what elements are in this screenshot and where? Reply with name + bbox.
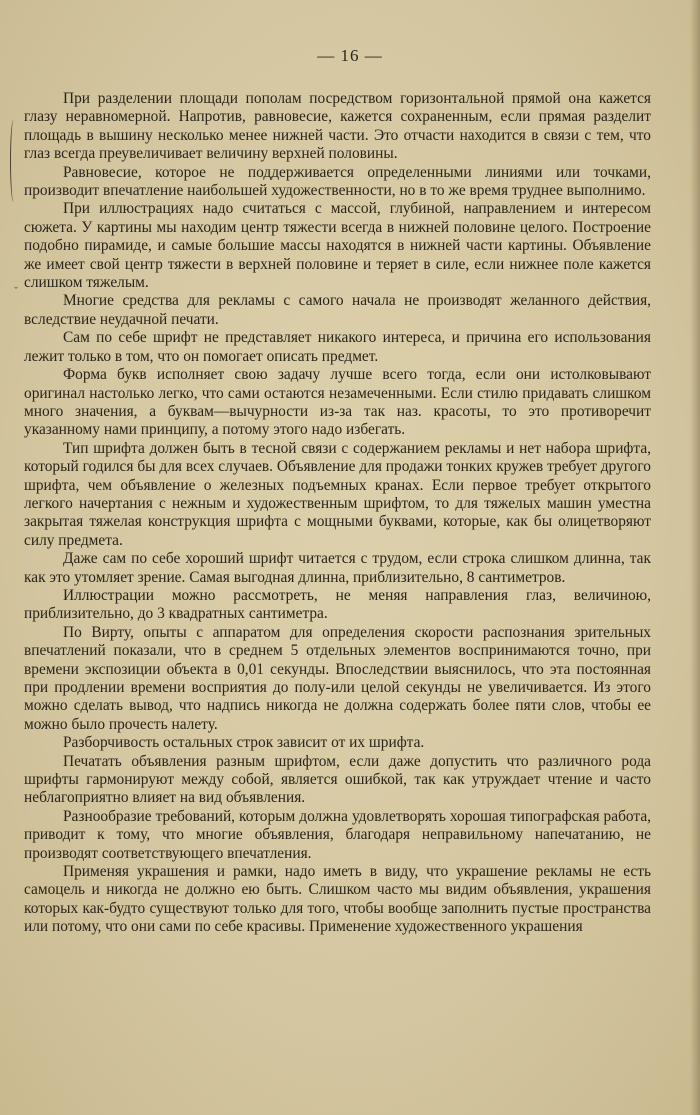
paragraph: При иллюстрациях надо считаться с массой, глубиной, направлением и интересом сюжета. У картины мы находим центр тяжести всегда в нижней половине целого. Построение подобно пирамиде, и самые большие массы находятся в нижней части картины. Объявление же имеет свой центр тяжести в верхней половине и теряет в силе, если нижнее поле кажется слишком тяжелым. [24,200,651,292]
paragraph: Даже сам по себе хороший шрифт читается с трудом, если строка слишком длинна, так как это утомляет зрение. Самая выгодная длинна, приблизительно, 8 сантиметров. [24,550,651,586]
paragraph: Сам по себе шрифт не представляет никакого интереса, и причина его использования лежит только в том, что он помогает описать предмет. [24,329,651,365]
paragraph: Разборчивость остальных строк зависит от их шрифта. [63,734,425,752]
paragraph: Форма букв исполняет свою задачу лучше всего тогда, если они истолковывают оригинал настолько легко, что сами остаются незамеченными. Если стилю придавать слишком много значения, а буквам—вычурности из-за так наз. красоты, то это противоречит указанному нами принципу, а потому этого надо избегать. [24,366,651,439]
paragraph: Иллюстрации можно рассмотреть, не меняя направления глаз, величиною, приблизительно, до 3 квадратных сантиметра. [24,586,651,623]
page-edge-shadow [690,0,700,1115]
margin-tick-mark: ˇ [14,284,18,298]
paragraph: Тип шрифта должен быть в тесной связи с содержанием рекламы и нет набора шрифта, который годился бы для всех случаев. Объявление для продажи тонких кружев требует другого шрифта, чем объявление о железных подъемных кранах. Если первое требует открытого легкого начертания с нежным и художественным шрифтом, то для тяжелых машин уместна закрытая тяжелая конструкция шрифта с мощными буквами, которые, как бы олицетворяют силу предмета. [24,439,651,549]
paragraph: Равновесие, которое не поддерживается определенными линиями или точками, производит впечатление наибольшей художественности, но в то же время труднее выполнимо. [24,163,651,200]
body-text [24,90,651,937]
paragraph: При разделении площади пополам посредством горизонтальной прямой она кажется глазу неравномерной. Напротив, равновесие, кажется сохраненным, если прямая разделит площадь в вышину несколько менее нижней части. Это отчасти находится в связи с тем, что глаз всегда преувеличивает величину верхней половины. [24,90,651,163]
paragraph: По Вирту, опыты с аппаратом для определения скорости распознания зрительных впечатлений показали, что в среднем 5 отдельных элементов воспринимаются точно, при времени экспозиции объекта в 0,01 секунды. Впоследствии выяснилось, что эта постоянная при продлении времени восприятия до полу-или целой секунды не увеличивается. Из этого можно сделать вывод, что надпись никогда не должна содержать более пяти слов, чтобы ее можно было прочесть налету. [24,623,651,733]
page-number: — 16 — [317,46,383,65]
paragraph: Печатать объявления разным шрифтом, если даже допустить что различного рода шрифты гармонируют между собой, является ошибкой, так как утруждает чтение и часто неблагоприятно влияет на вид объявления. [24,752,651,807]
paragraph: Многие средства для рекламы с самого начала не производят желанного действия, вследствие неудачной печати. [24,292,651,328]
margin-bracket-mark [10,120,17,202]
paragraph: Применяя украшения и рамки, надо иметь в виду, что украшение рекламы не есть самоцель и никогда не должно ею быть. Слишком часто мы видим объявления, украшения которых как-будто существуют только для того, чтобы вообще заполнить пустые пространства или потому, что они сами по себе красивы. Применение художественного украшения [24,863,651,936]
paragraph: Разнообразие требований, которым должна удовлетворять хорошая типографская работа, приводит к тому, что многие объявления, благодаря неправильному напечатанию, не производят соответствующего впечатления. [24,807,651,862]
